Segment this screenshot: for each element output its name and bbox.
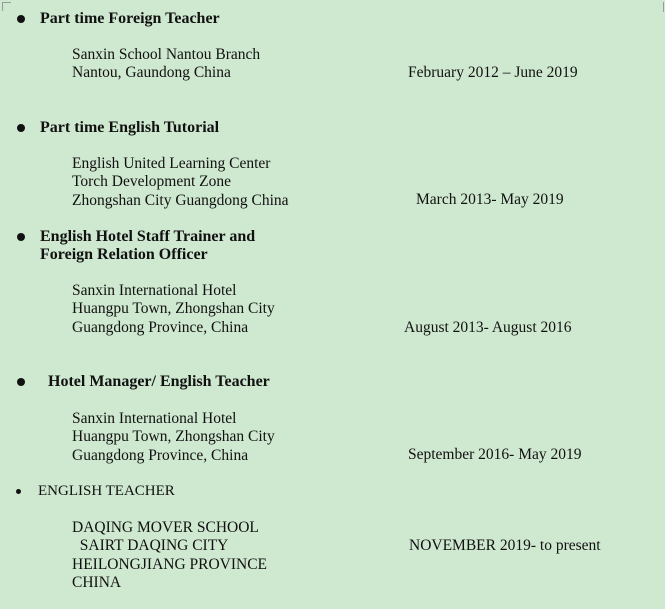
address-line: Nantou, Gaundong China xyxy=(72,64,231,82)
job-title-line: Foreign Relation Officer xyxy=(40,246,208,263)
employer-address xyxy=(72,410,275,465)
address-line: English United Learning Center xyxy=(72,155,271,172)
job-title: Hotel Manager/ English Teacher xyxy=(48,373,270,390)
address-line: CHINA xyxy=(72,573,122,591)
address-line: Torch Development Zone xyxy=(72,173,232,191)
employment-dates: August 2013- August 2016 xyxy=(404,319,572,336)
address-line: DAQING MOVER SCHOOL xyxy=(72,519,259,536)
document-corner-mark xyxy=(2,2,11,11)
bullet-icon xyxy=(16,489,21,494)
bullet-icon xyxy=(17,233,25,241)
employment-dates: March 2013- May 2019 xyxy=(416,191,564,208)
address-line: Guangdong Province, China xyxy=(72,318,249,336)
job-title-line: English Hotel Staff Trainer and xyxy=(40,228,256,245)
employment-dates: February 2012 – June 2019 xyxy=(408,64,578,81)
employment-dates: NOVEMBER 2019- to present xyxy=(409,537,601,554)
job-title: ENGLISH TEACHER xyxy=(38,483,175,499)
bullet-icon xyxy=(17,15,25,23)
bullet-icon xyxy=(17,378,25,386)
address-line: Huangpu Town, Zhongshan City xyxy=(72,428,275,446)
address-line: Huangpu Town, Zhongshan City xyxy=(72,300,275,318)
address-line: HEILONGJIANG PROVINCE xyxy=(72,555,268,573)
bullet-icon xyxy=(17,124,25,132)
employer-address xyxy=(72,46,260,83)
employer-address xyxy=(72,155,289,210)
job-title: Part time Foreign Teacher xyxy=(40,10,220,27)
address-line: Sanxin International Hotel xyxy=(72,410,237,427)
address-line: Guangdong Province, China xyxy=(72,446,249,464)
employment-dates: September 2016- May 2019 xyxy=(408,446,582,463)
employer-address xyxy=(72,519,267,592)
job-title: Part time English Tutorial xyxy=(40,119,220,136)
document-margin-mark xyxy=(655,2,664,12)
address-line: Zhongshan City Guangdong China xyxy=(72,191,289,209)
address-line: Sanxin School Nantou Branch xyxy=(72,46,261,63)
address-line: Sanxin International Hotel xyxy=(72,282,237,299)
employer-address xyxy=(72,282,275,337)
address-line: SAIRT DAQING CITY xyxy=(72,537,229,555)
